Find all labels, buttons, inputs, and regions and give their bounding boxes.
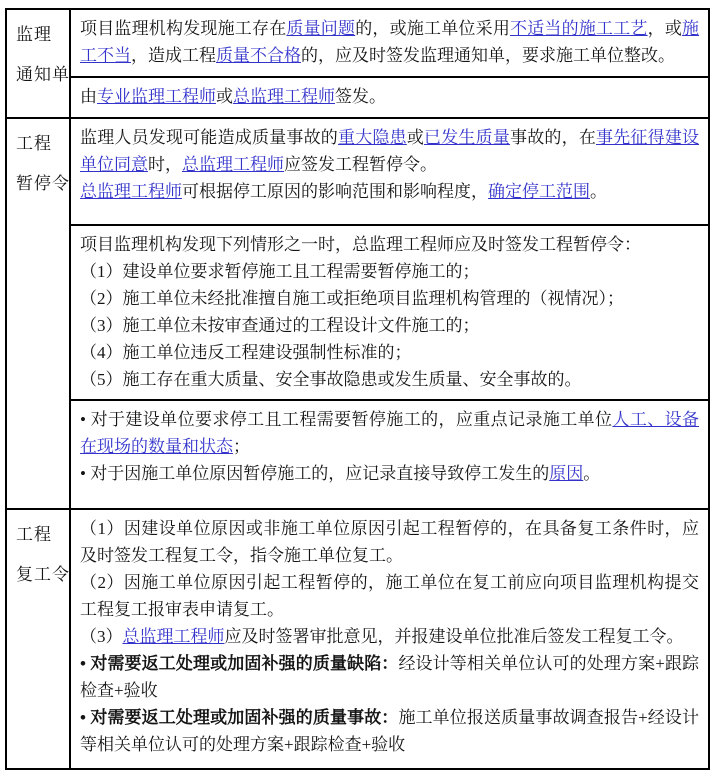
bold-text-run: •: [80, 707, 91, 727]
text-run: ，或: [647, 19, 683, 38]
text-run: ；: [233, 436, 250, 456]
text-link[interactable]: 质量不合格: [216, 46, 301, 65]
row-label-line: 暂停令: [16, 173, 70, 193]
text-link[interactable]: 总监理工程师: [182, 154, 284, 174]
text-run: （5）施工存在重大质量、安全事故隐患或发生质量、安全事故的。: [80, 369, 582, 389]
text-link[interactable]: 总监理工程师: [80, 181, 182, 201]
row-label-work-resumption-order: [6, 509, 70, 769]
text-run: 施工单位报送质量事故调查报告+经设计等相关单位认可的处理方案+跟踪检查+验收: [80, 707, 700, 754]
text-run: （1）建设单位要求暂停施工且工程需要暂停施工的；: [80, 261, 480, 281]
bold-text-run: •: [80, 653, 91, 673]
text-run: 项目监理机构发现下列情形之一时，总监理工程师应及时签发工程暂停令：: [80, 234, 641, 254]
text-link[interactable]: 总监理工程师: [122, 626, 225, 646]
text-run: ，造成工程: [131, 46, 216, 65]
text-link[interactable]: 专业监理工程师: [97, 86, 216, 106]
row-label-line: 监理: [16, 25, 52, 44]
text-run: 应及时签署审批意见，并报建设单位批准后签发工程复工令。: [224, 626, 684, 646]
text-link[interactable]: 重大隐患: [338, 127, 407, 147]
text-link[interactable]: 已发生质量: [424, 127, 511, 147]
row-label-supervision-notice: [6, 9, 70, 118]
text-link[interactable]: 确定停工范围: [488, 181, 590, 201]
text-run: 应签发工程暂停令。: [284, 154, 437, 174]
text-run: 经设计等相关单位认可的处理方案+跟踪检查+验收: [80, 653, 700, 700]
cell-suspension-records: [70, 400, 709, 509]
text-run: 事故的，在: [510, 127, 597, 147]
text-run: 的，或施工单位采用: [355, 19, 511, 38]
text-run: （4）施工单位违反工程建设强制性标准的；: [80, 342, 412, 362]
table-row: [6, 400, 709, 509]
table-row: [6, 9, 709, 77]
table-row: [6, 225, 709, 400]
text-run: 或: [216, 86, 233, 106]
text-run: 由: [80, 86, 97, 106]
text-run: 或: [406, 127, 425, 147]
text-run: （2）因施工单位原因引起工程暂停的，施工单位在复工前应向项目监理机构提交工程复工报审表申请复工。: [80, 572, 699, 619]
cell-notice-definition: [70, 9, 709, 77]
text-run: 时，: [148, 154, 182, 174]
row-label-line: 通知单: [16, 65, 70, 84]
text-run: 。: [583, 463, 601, 483]
text-run: （2）施工单位未经批准擅自施工或拒绝项目监理机构管理的（视情况）；: [80, 288, 624, 308]
text-run: • 对于因施工单位原因暂停施工的，应记录直接导致停工发生的: [80, 463, 550, 483]
bold-text-run: 对需要返工处理或加固补强的质量事故：: [90, 707, 399, 727]
row-label-line: 复工令: [16, 564, 70, 584]
row-label-line: 工程: [16, 524, 52, 544]
cell-resumption-procedure: [70, 509, 709, 769]
text-link[interactable]: 总监理工程师: [233, 86, 335, 106]
text-run: 项目监理机构发现施工存在: [80, 19, 287, 38]
text-run: • 对于建设单位要求停工且工程需要暂停施工的，应重点记录施工单位: [80, 409, 613, 429]
table-row: [6, 509, 709, 769]
text-run: 签发。: [335, 86, 386, 106]
text-link[interactable]: 原因: [549, 463, 584, 483]
cell-notice-signer: [70, 77, 709, 118]
text-run: 监理人员发现可能造成质量事故的: [80, 127, 338, 147]
text-link[interactable]: 施工不当: [80, 19, 700, 65]
table-row: [6, 118, 709, 225]
row-label-work-suspension-order: [6, 118, 70, 509]
text-run: （3）施工单位未按审查通过的工程设计文件施工的；: [80, 315, 480, 335]
cell-suspension-condition: [70, 118, 709, 225]
row-label-line: 工程: [16, 133, 52, 153]
table-row: [6, 77, 709, 118]
text-run: （1）因建设单位原因或非施工单位原因引起工程暂停的，在具备复工条件时，应及时签发工程复工令，指令施工单位复工。: [80, 518, 699, 565]
text-link[interactable]: 质量问题: [286, 19, 356, 38]
text-run: 。: [590, 181, 607, 201]
text-run: 的，应及时签发监理通知单，要求施工单位整改。: [301, 46, 675, 65]
text-run: （3）: [80, 626, 123, 646]
cell-suspension-situations: [70, 225, 709, 400]
text-link[interactable]: 不适当的施工工艺: [510, 19, 648, 38]
text-run: 可根据停工原因的影响范围和影响程度，: [182, 181, 488, 201]
text-link[interactable]: 人工、设备在现场的数量和状态: [80, 409, 699, 456]
text-link[interactable]: 事先征得建设单位同意: [80, 127, 700, 174]
bold-text-run: 对需要返工处理或加固补强的质量缺陷：: [90, 653, 399, 673]
supervision-documents-table: [5, 8, 710, 770]
